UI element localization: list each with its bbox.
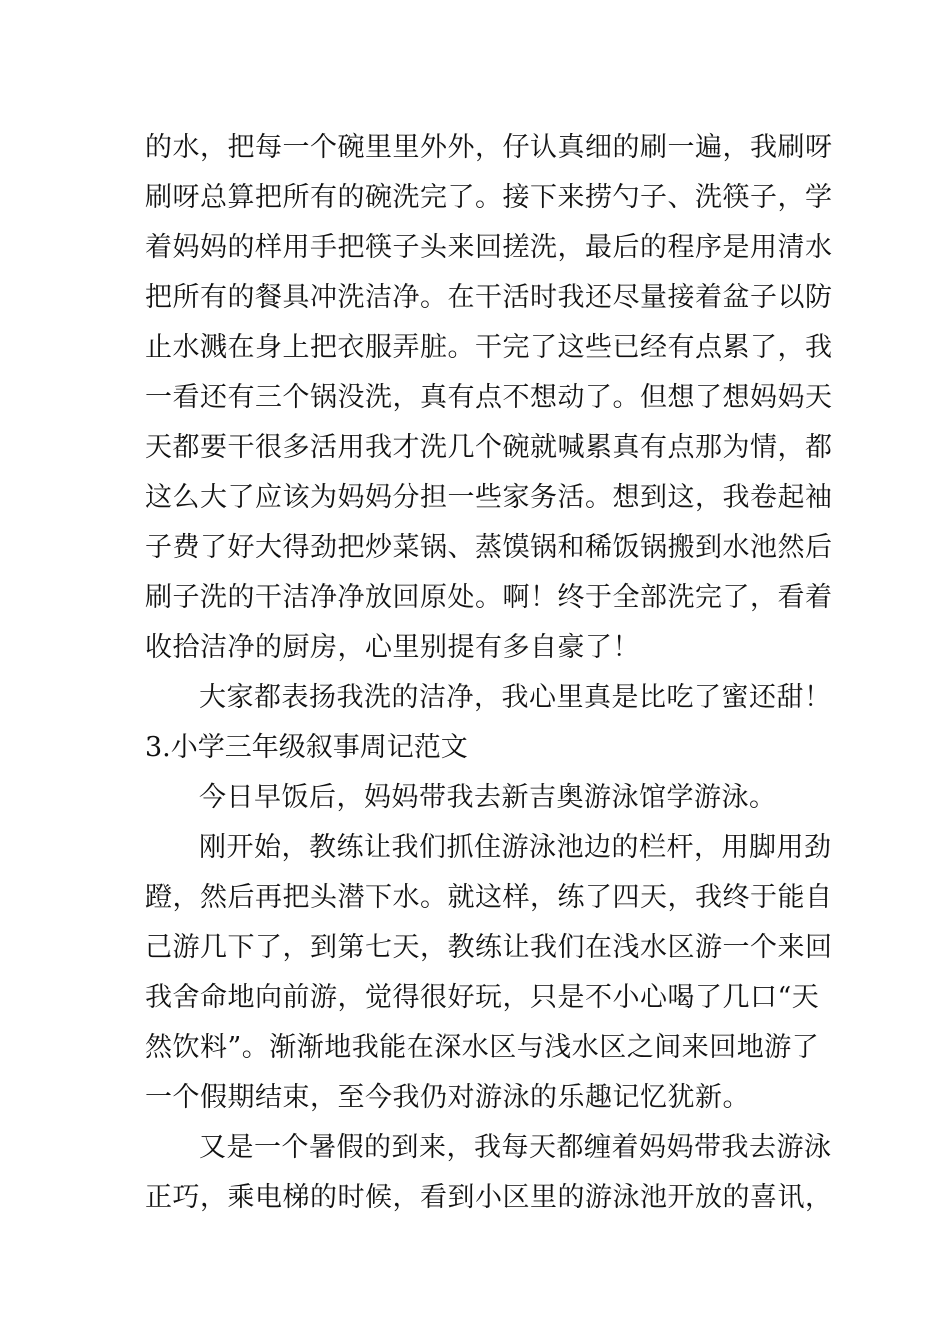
text-line: 把所有的餐具冲洗洁净。在干活时我还尽量接着盆子以防 [145, 282, 833, 313]
text-line: 然饮料”。渐渐地我能在深水区与浅水区之间来回地游了 [145, 1032, 820, 1063]
text-line: 收拾洁净的厨房，心里别提有多自豪了！ [145, 632, 640, 663]
text-line: 这么大了应该为妈妈分担一些家务活。想到这，我卷起袖 [145, 482, 833, 513]
text-line: 又是一个暑假的到来，我每天都缠着妈妈带我去游泳 [199, 1132, 832, 1163]
paragraph-learning-to-swim [145, 828, 833, 1128]
text-line: 天都要干很多活用我才洗几个碗就喊累真有点那为情，都 [145, 432, 833, 463]
text-line: 子费了好大得劲把炒菜锅、蒸馍锅和稀饭锅搬到水池然后 [145, 532, 833, 563]
paragraph-summer-vacation [145, 1128, 833, 1228]
text-line: 着妈妈的样用手把筷子头来回搓洗，最后的程序是用清水 [145, 232, 833, 263]
text-line: 刚开始，教练让我们抓住游泳池边的栏杆，用脚用劲 [199, 832, 832, 863]
heading-text: 3.小学三年级叙事周记范文 [145, 732, 468, 763]
text-line: 刷呀总算把所有的碗洗完了。接下来捞勺子、洗筷子，学 [145, 182, 833, 213]
text-line: 今日早饭后，妈妈带我去新吉奥游泳馆学游泳。 [199, 782, 777, 813]
document-page [145, 128, 833, 1228]
paragraph-intro [145, 778, 815, 828]
text-line: 蹬，然后再把头潜下水。就这样，练了四天，我终于能自 [145, 882, 833, 913]
text-line: 刷子洗的干洁净净放回原处。啊！终于全部洗完了，看着 [145, 582, 833, 613]
text-line: 一个假期结束，至今我仍对游泳的乐趣记忆犹新。 [145, 1082, 750, 1113]
text-line: 正巧，乘电梯的时候，看到小区里的游泳池开放的喜讯， [145, 1182, 833, 1213]
text-line: 己游几下了，到第七天，教练让我们在浅水区游一个来回 [145, 932, 833, 963]
section-heading [145, 728, 815, 778]
text-line: 的水，把每一个碗里里外外，仔认真细的刷一遍，我刷呀 [145, 132, 833, 163]
paragraph-praise [145, 678, 832, 728]
text-line: 止水溅在身上把衣服弄脏。干完了这些已经有点累了，我 [145, 332, 833, 363]
text-line: 我舍命地向前游，觉得很好玩，只是不小心喝了几口“天 [145, 982, 820, 1013]
text-line: 一看还有三个锅没洗，真有点不想动了。但想了想妈妈天 [145, 382, 833, 413]
paragraph-dishwashing [145, 128, 833, 678]
text-line: 大家都表扬我洗的洁净，我心里真是比吃了蜜还甜！ [199, 682, 832, 713]
